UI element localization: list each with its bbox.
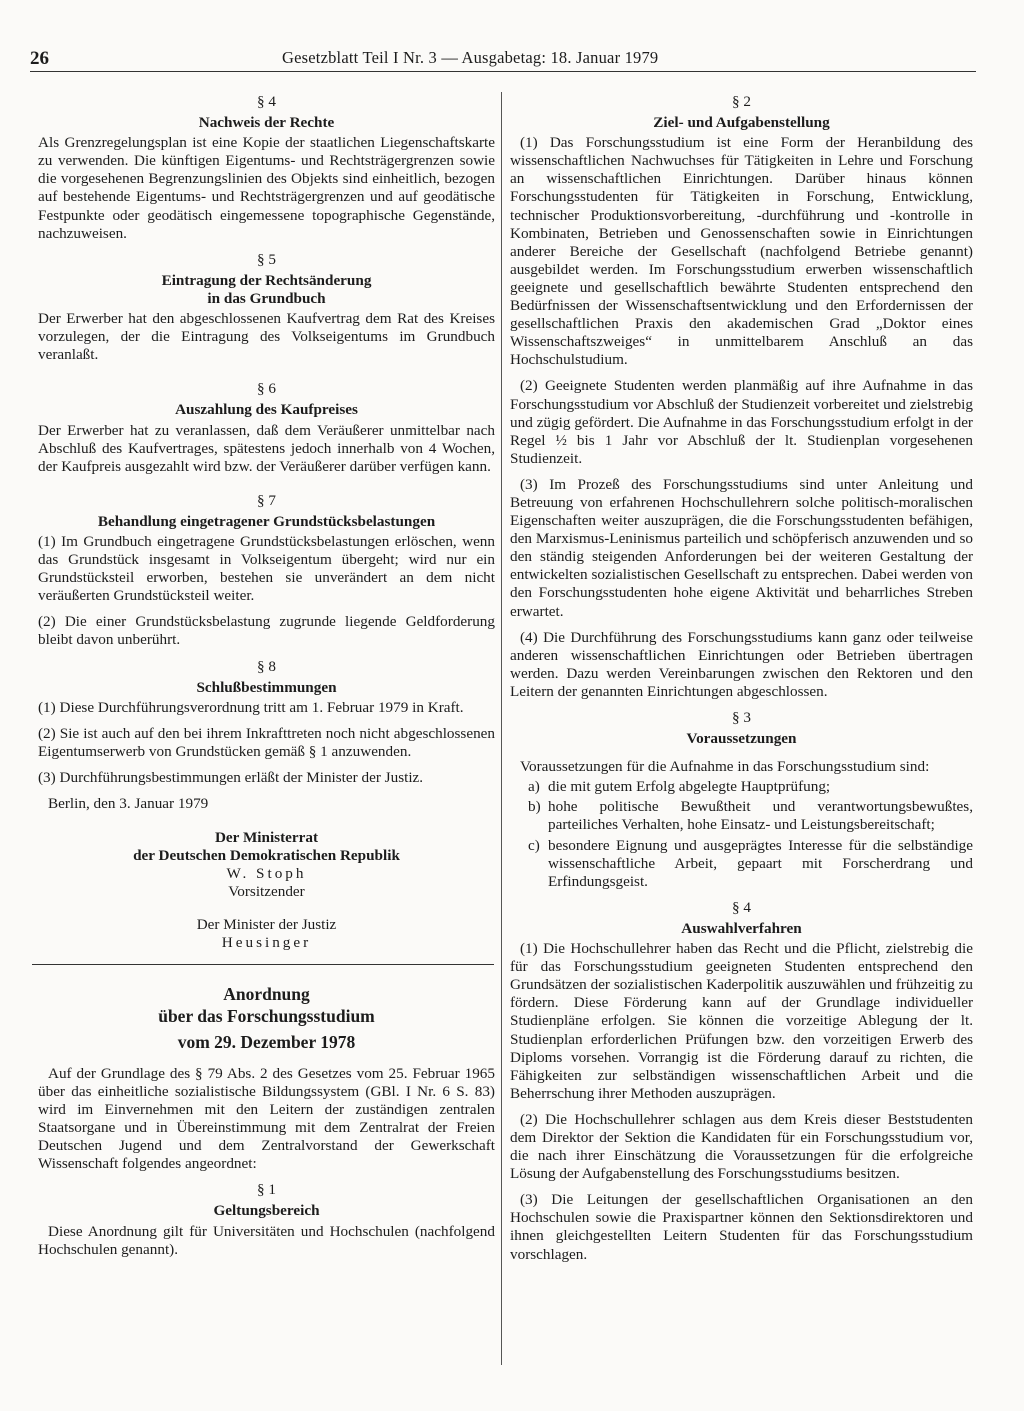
right-column (510, 93, 973, 1272)
left-column (38, 93, 495, 1267)
paragraph: Auf der Grundlage des § 79 Abs. 2 des Gesetzes vom 25. Februar 1965 über das einheitliche sozialistische Bildungssystem (GBl. I Nr. 6 S. 83) wird im Einvernehmen mit den Leitern der zuständigen zentralen Staatsorgane und in Übereinstimmung mit dem Zentralrat der Freien Deutschen Jugend und dem Zentralvorstand der Gewerkschaft Wissenschaft folgendes angeordnet: (38, 1064, 495, 1173)
section-title: Ziel- und Aufgabenstellung (653, 114, 830, 132)
paragraph: (4) Die Durchführung des Forschungsstudiums kann ganz oder teilweise anderen wissenschaftlichen Einrichtungen oder Betrieben übertragen werden. Dazu werden Vereinbarungen zwischen den Rektoren und den Leitern der genannten Einrichtungen abgeschlossen. (510, 628, 973, 700)
list-label: a) (528, 778, 540, 796)
section-number: § 5 (257, 250, 276, 268)
decree-title: Anordnung (223, 983, 310, 1004)
signatory-role: Vorsitzender (228, 883, 305, 901)
decree-date: vom 29. Dezember 1978 (177, 1031, 356, 1052)
section-number: § 8 (257, 657, 276, 675)
paragraph: Diese Anordnung gilt für Universitäten und Hochschulen (nachfolgend Hochschulen genannt). (38, 1222, 495, 1258)
section-title: Schlußbestimmungen (196, 678, 337, 696)
list-text: hohe politische Bewußtheit und verantwortungsbewußtes, parteiliches Verhalten, hohe Einsatz- und Leistungsbereitschaft; (548, 798, 973, 834)
paragraph: Als Grenzregelungsplan ist eine Kopie der staatlichen Liegenschaftskarte zu verwenden. Die künftigen Eigentums- und Rechtsträgergrenzen sowie die vorgesehenen Begrenzungslinien des Objekts sind einheitlich, bezogen auf bestehende Eigentums- und Rechtsträgergrenzen und auf geodätische Festpunkte oder geodätisch eingemessene topographische Gegenstände, nachzuweisen. (38, 134, 495, 242)
signatory-role: Der Minister der Justiz (196, 915, 337, 933)
signatory-name: W. Stoph (226, 865, 307, 883)
header-rule (30, 71, 976, 72)
page-header (30, 48, 976, 78)
section-number: § 3 (732, 709, 751, 726)
section-rule (32, 964, 494, 965)
section-title: Auswahlverfahren (681, 919, 802, 937)
signatory-body: der Deutschen Demokratischen Republik (133, 847, 400, 865)
section-title: Voraussetzungen (686, 730, 797, 748)
section-title: Auszahlung des Kaufpreises (175, 401, 358, 419)
section-number: § 4 (732, 898, 751, 916)
section-title: Behandlung eingetragener Grundstücksbelastungen (97, 512, 436, 530)
signature-block (38, 829, 495, 952)
paragraph: Der Erwerber hat zu veranlassen, daß dem Veräußerer unmittelbar nach Abschluß des Kaufvertrages, spätestens jedoch innerhalb von 4 Wochen, der Kaufpreis ausgezahlt wird bzw. der Veräußerer darüber verfügen kann. (38, 421, 495, 475)
requirements-list (510, 778, 973, 891)
list-item (510, 837, 973, 891)
list-text: besondere Eignung und ausgeprägtes Interesse für die selbständige wissenschaftliche Arbeit, gepaart mit Forscherdrang und Erfindungsgeist. (548, 836, 973, 890)
list-item (510, 778, 973, 796)
section-title: Eintragung der Rechtsänderung (161, 271, 372, 289)
section-number: § 1 (257, 1181, 276, 1199)
paragraph: (1) Die Hochschullehrer haben das Recht und die Pflicht, zielstrebig die für das Forschungsstudium geeigneten Studenten entsprechend den Grundsätzen der sozialistischen Kaderpolitik auszuwählen und frühzeitig zu fördern. Diese Förderung kann auf der Grundlage individueller Studienpläne erfolgen. Sie können die vorzeitige Ablegung der lt. Studienplan erforderlichen Prüfungen bzw. den vorzeitigen Erwerb des Diploms vorsehen. Vorrangig ist die Förderung darauf zu richten, die Fähigkeiten zur selbständigen wissenschaftlichen Arbeit und die Beherrschung ihrer Methoden auszuprägen. (510, 940, 973, 1102)
section-number: § 7 (257, 491, 276, 509)
decree-subtitle: über das Forschungsstudium (158, 1005, 375, 1026)
list-text: die mit gutem Erfolg abgelegte Hauptprüfung; (548, 778, 831, 796)
section-number: § 2 (732, 93, 751, 110)
section-title: Nachweis der Rechte (198, 114, 335, 132)
section-number: § 4 (257, 93, 276, 110)
signatory-body: Der Ministerrat (214, 829, 319, 847)
paragraph: (3) Durchführungsbestimmungen erläßt der Minister der Justiz. (38, 769, 424, 786)
paragraph: (1) Diese Durchführungsverordnung tritt am 1. Februar 1979 in Kraft. (38, 698, 464, 716)
running-title: Gesetzblatt Teil I Nr. 3 — Ausgabetag: 18. Januar 1979 (282, 48, 659, 67)
paragraph: (1) Im Grundbuch eingetragene Grundstücksbelastungen erlöschen, wenn das Grundstück insgesamt in Volkseigentum übergeht; wird nur ein Grundstücksteil erworben, bestehen sie unverändert an dem nicht veräußerten Grundstücksteil weiter. (38, 532, 495, 605)
list-label: b) (528, 798, 541, 816)
paragraph: (3) Im Prozeß des Forschungsstudiums sind unter Anleitung und Betreuung von erfahrenen Hochschullehrern solche politisch-moralischen Eigenschaften weiter auszuprägen, die die Forschungsstudenten befähigen, den Marxismus-Leninismus parteilich und schöpferisch anzuwenden und so den ständig steigenden Anforderungen bei der weiteren Gestaltung der entwickelten sozialistischen Gesellschaft zu entsprechen. Dabei werden von den Forschungsstudenten hohe eigene Aktivität und beharrliches Streben erwartet. (510, 475, 973, 620)
paragraph: (3) Die Leitungen der gesellschaftlichen Organisationen an den Hochschulen sowie die Praxispartner können den Sektionsdirektoren und ihnen gleichgestellten Leitern Studenten für das Forschungsstudium vorschlagen. (510, 1191, 973, 1263)
paragraph: Voraussetzungen für die Aufnahme in das Forschungsstudium sind: (520, 758, 930, 776)
paragraph: (2) Sie ist auch auf den bei ihrem Inkrafttreten noch nicht abgeschlossenen Eigentumserwerb von Grundstücken gemäß § 1 anzuwenden. (38, 724, 495, 760)
list-item (510, 798, 973, 834)
signature-date: Berlin, den 3. Januar 1979 (48, 795, 209, 813)
column-divider (501, 92, 502, 1365)
signatory-name: Heusinger (221, 933, 312, 951)
section-title: Geltungsbereich (213, 1202, 320, 1220)
paragraph: (2) Die einer Grundstücksbelastung zugrunde liegende Geldforderung bleibt davon unberührt. (38, 613, 495, 649)
paragraph: (1) Das Forschungsstudium ist eine Form der Heranbildung des wissenschaftlichen Nachwuchses für Tätigkeiten in Lehre und Forschung an wissenschaftlichen Einrichtungen. Darüber hinaus können Forschungsstudenten für Tätigkeiten in Forschung, Entwicklung, technischer Produktionsvorbereitung, -durchführung und -kontrolle in Kombinaten, Betrieben und Genossenschaften sowie in Einrichtungen anderer Bereiche der Gesellschaft (nachfolgend Betriebe genannt) ausgebildet werden. Im Forschungsstudium erwerben wissenschaftlich geeignete und gesellschaftlich bewährte Studenten entsprechend den Bedürfnissen der Wissenschaftsentwicklung und den Erfordernissen der gesellschaftlichen Praxis den akademischen Grad „Doktor eines Wissenschaftszweiges“ in unmittelbarem Anschluß an das Hochschulstudium. (510, 134, 973, 369)
page-number: 26 (30, 48, 49, 69)
paragraph: (2) Geeignete Studenten werden planmäßig auf ihre Aufnahme in das Forschungsstudium vor Abschluß der Studienzeit vorbereitet und zielstrebig und zügig gefördert. Die Aufnahme in das Forschungsstudium erfolgt in der Regel ½ bis 1 Jahr vor Abschluß der lt. Studienplan vorgesehenen Studienzeit. (510, 377, 973, 467)
paragraph: Der Erwerber hat den abgeschlossenen Kaufvertrag dem Rat des Kreises vorzulegen, der die Eintragung des Volkseigentums im Grundbuch veranlaßt. (38, 310, 495, 364)
list-label: c) (528, 836, 540, 854)
paragraph: (2) Die Hochschullehrer schlagen aus dem Kreis dieser Beststudenten dem Direktor der Sektion die Kandidaten für ein Forschungsstudium vor, die nach ihrer Einschätzung die Voraussetzungen für die erfolgreiche Lösung der Aufgabenstellung des Forschungsstudiums besitzen. (510, 1110, 973, 1183)
section-number: § 6 (257, 380, 276, 398)
section-title: in das Grundbuch (207, 289, 326, 307)
